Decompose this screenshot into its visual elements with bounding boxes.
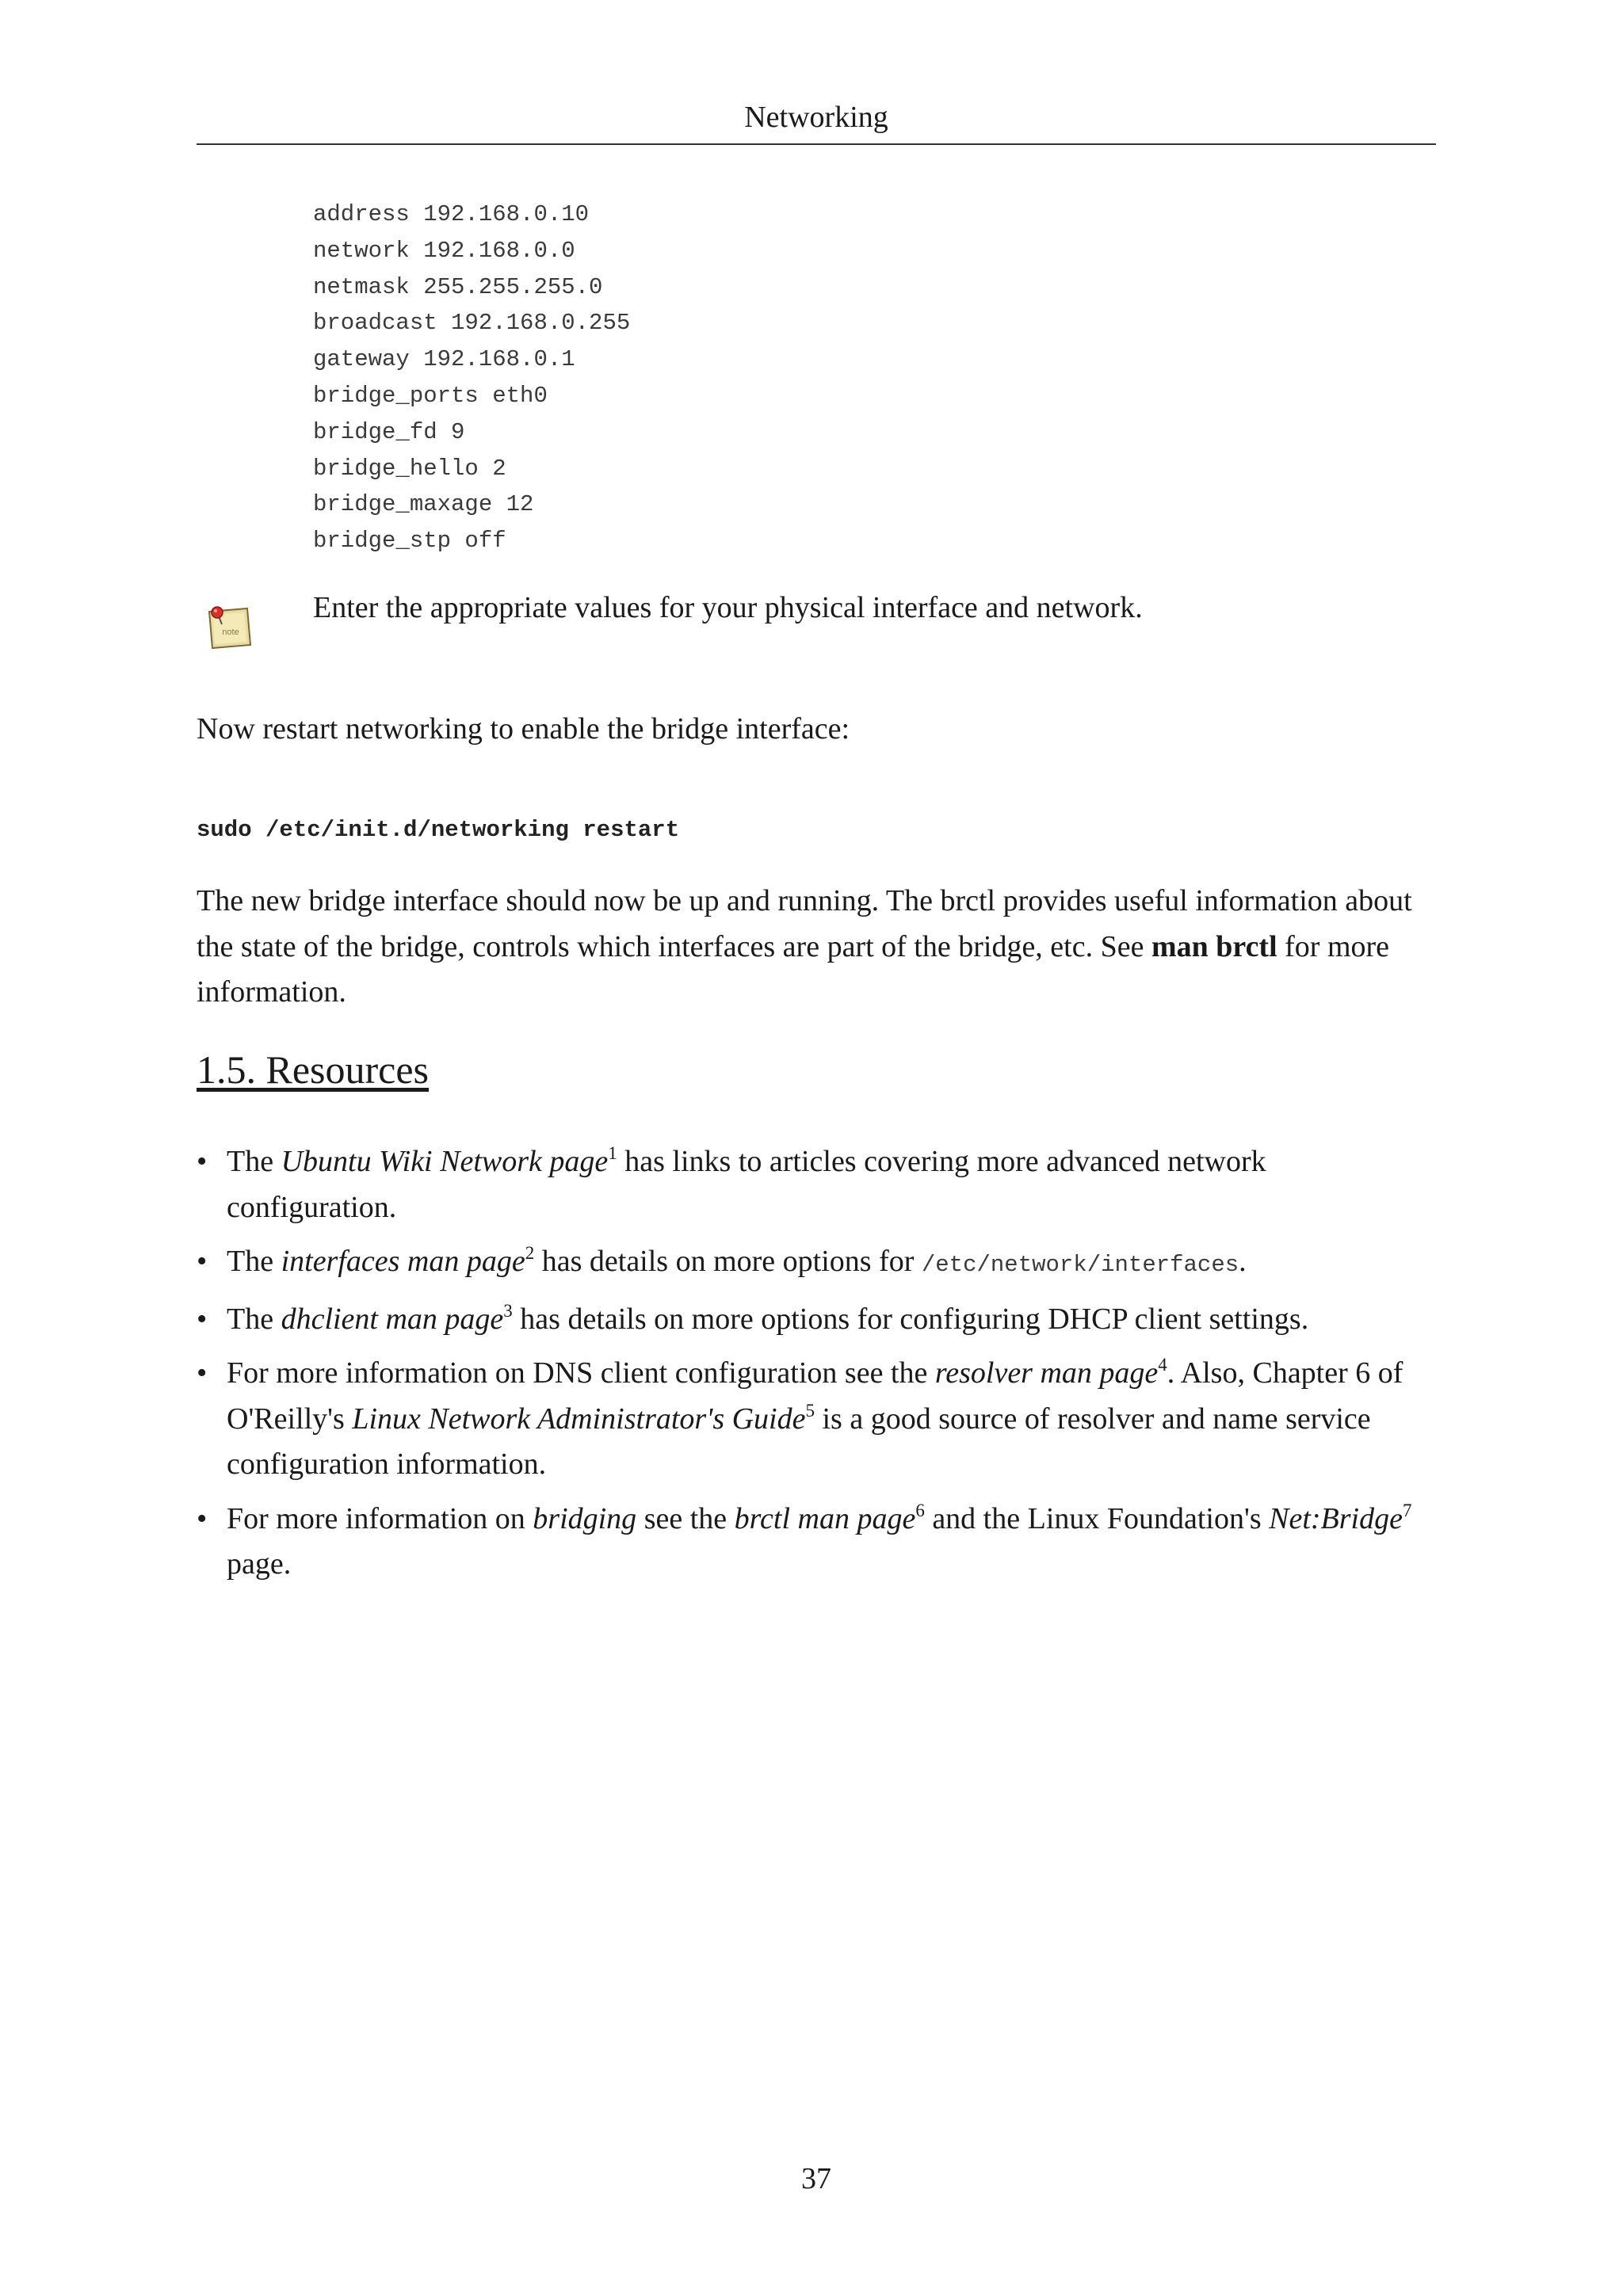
resource-text: has details on more options for xyxy=(534,1245,922,1278)
bridging-term: bridging xyxy=(533,1501,637,1535)
resource-text: For more information on DNS client configuration see the xyxy=(227,1356,935,1390)
footnote-ref[interactable]: 2 xyxy=(525,1243,535,1263)
config-line: bridge_hello 2 xyxy=(313,455,506,482)
resources-list xyxy=(197,1139,1441,1596)
config-line: broadcast 192.168.0.255 xyxy=(313,310,631,337)
page-number: 37 xyxy=(801,2162,831,2195)
resource-text: has details on more options for configuring DHCP client settings. xyxy=(512,1302,1309,1336)
resource-item xyxy=(197,1139,1441,1230)
resource-item xyxy=(197,1497,1441,1588)
config-line: network 192.168.0.0 xyxy=(313,237,575,264)
resource-text: and the Linux Foundation's xyxy=(924,1501,1270,1535)
interfaces-file-path: /etc/network/interfaces xyxy=(921,1252,1239,1278)
resource-text: see the xyxy=(636,1501,735,1535)
note-text: Enter the appropriate values for your physical interface and network. xyxy=(313,591,1143,624)
note-icon-label: note xyxy=(222,627,239,637)
dhclient-man-page-link[interactable]: dhclient man page xyxy=(281,1302,504,1336)
header-rule xyxy=(197,143,1436,145)
running-header: Networking xyxy=(744,101,888,134)
footnote-ref[interactable]: 4 xyxy=(1158,1355,1167,1375)
resource-text: has links to articles covering more advanced network configuration. xyxy=(227,1145,1266,1224)
note-icon xyxy=(204,602,254,651)
linux-network-admin-guide-link[interactable]: Linux Network Administrator's Guide xyxy=(352,1402,806,1436)
resource-item xyxy=(197,1297,1441,1343)
config-line: bridge_fd 9 xyxy=(313,418,465,445)
brctl-man-page-link[interactable]: brctl man page xyxy=(734,1501,916,1535)
footnote-ref[interactable]: 1 xyxy=(608,1143,617,1163)
footnote-ref[interactable]: 5 xyxy=(805,1400,815,1421)
config-line: bridge_maxage 12 xyxy=(313,491,534,518)
interfaces-man-page-link[interactable]: interfaces man page xyxy=(281,1245,525,1278)
config-line: bridge_ports eth0 xyxy=(313,382,548,409)
resource-text: page. xyxy=(227,1547,292,1581)
restart-paragraph: Now restart networking to enable the bridge interface: xyxy=(197,712,850,746)
footnote-ref[interactable]: 3 xyxy=(503,1300,513,1321)
resource-text: . Also, Chapter 6 of O'Reilly's xyxy=(227,1356,1403,1436)
bridge-para-text-end: for more information. xyxy=(197,929,1390,1009)
resource-text: is a good source of resolver and name service configuration information. xyxy=(227,1402,1371,1481)
resource-text: . xyxy=(1239,1245,1247,1278)
footnote-ref[interactable]: 7 xyxy=(1402,1500,1412,1520)
footnote-ref[interactable]: 6 xyxy=(915,1500,925,1520)
resource-item xyxy=(197,1351,1441,1488)
resource-text: For more information on xyxy=(227,1501,533,1535)
config-line: bridge_stp off xyxy=(313,528,506,555)
man-brctl-command: man brctl xyxy=(1151,929,1277,963)
bridge-para-text: The new bridge interface should now be up and running. The brctl provides useful information about the state of the bridge, controls which interfaces are part of the bridge, etc. See xyxy=(197,884,1412,963)
ubuntu-wiki-network-link[interactable]: Ubuntu Wiki Network page xyxy=(281,1145,609,1178)
resource-text: The xyxy=(227,1145,281,1178)
config-line: gateway 192.168.0.1 xyxy=(313,346,575,373)
config-line: netmask 255.255.255.0 xyxy=(313,273,603,300)
interfaces-config-block xyxy=(313,196,630,559)
net-bridge-link[interactable]: Net:Bridge xyxy=(1269,1501,1403,1535)
bridge-paragraph xyxy=(197,879,1436,1016)
section-heading-resources: 1.5. Resources xyxy=(197,1047,429,1092)
resolver-man-page-link[interactable]: resolver man page xyxy=(934,1356,1159,1390)
resource-text: The xyxy=(227,1245,281,1278)
resource-item xyxy=(197,1239,1441,1288)
config-line: address 192.168.0.10 xyxy=(313,201,590,227)
restart-command: sudo /etc/init.d/networking restart xyxy=(197,817,680,843)
resource-text: The xyxy=(227,1302,281,1336)
